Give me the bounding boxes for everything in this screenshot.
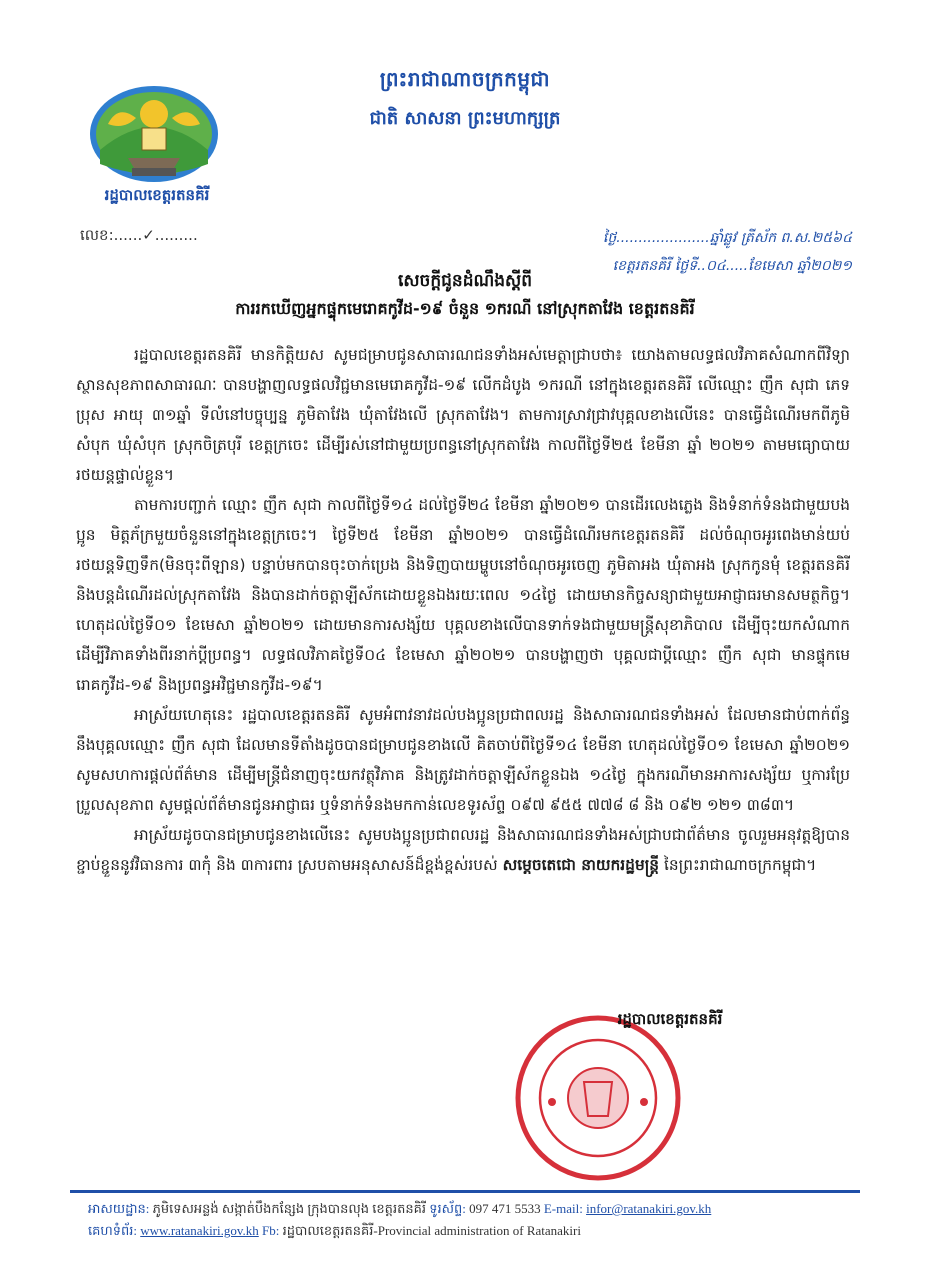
paragraph-4-text: អាស្រ័យដូចបានជម្រាបជូនខាងលើនេះ សូមបងប្អូនប្រជាពលរដ្ឋ និងសាធារណជនទាំងអស់ជ្រាបជាព័ត៌មាន ចូលរួមអនុវត្តឱ្យបានខ្ជាប់ខ្ជួននូវវិធានការ ៣កុំ និង ៣ការពារ ស្របតាមអនុសាសន៍ដ៏ខ្ពង់ខ្ពស់របស់ [76, 826, 850, 874]
email-link[interactable]: infor@ratanakiri.gov.kh [586, 1201, 712, 1216]
document-subtitle: ការរកឃើញអ្នកផ្ទុកមេរោគកូវីដ-១៩ ចំនួន ១ករណី នៅស្រុកតាវែង ខេត្តរតនគិរី [235, 299, 695, 318]
paragraph-4-end: នៃព្រះរាជាណាចក្រកម្ពុជា។ [659, 856, 817, 874]
website-link[interactable]: www.ratanakiri.gov.kh [140, 1223, 259, 1238]
phone-number: 097 471 5533 [469, 1201, 541, 1216]
paragraph-2: តាមការបញ្ជាក់ ឈ្មោះ ញឹក សុជា កាលពីថ្ងៃទី១៤ ដល់ថ្ងៃទី២៤ ខែមីនា ឆ្នាំ២០២១ បានដើរលេងភ្លេង និងទំនាក់ទំនងជាមួយបងប្អូន មិត្តភ័ក្រមួយចំនួននៅក្នុងខេត្តក្រចេះ។ ថ្ងៃទី២៥ ខែមីនា ឆ្នាំ២០២១ បានធ្វើដំណើរមកខេត្តរតនគិរី ដល់ចំណុចអូរពេងមាន់យប់រថយន្តទិញទឹក(មិនចុះពីឡាន) បន្ទាប់មកបានចុះចាក់ប្រេង និងទិញបាយម្ហូបនៅចំណុចអូរចេញ ភូមិតាអង ឃុំតាអង ស្រុកកូនមុំ ខេត្តរតនគិរី និងបន្តដំណើរដល់ស្រុកតាវែង និងបានដាក់ចត្តាឡីស័កដោយខ្លួនឯងរយៈពេល ១៤ថ្ងៃ ដោយមានកិច្ចសន្យាជាមួយអាជ្ញាធរមានសមត្ថកិច្ច។ ហេតុដល់ថ្ងៃទី០១ ខែមេសា ឆ្នាំ២០២១ ដោយមានការសង្ស័យ បុគ្គលខាងលើបានទាក់ទងជាមួយមន្ត្រីសុខាភិបាល ដើម្បីចុះយកសំណាកដើម្បីវិភាគទាំងពីរនាក់ប្តីប្រពន្ធ។ លទ្ធផលវិភាគថ្ងៃទី០៤ ខែមេសា ឆ្នាំ២០២១ បានបង្ហាញថា បុគ្គលជាប្តីឈ្មោះ ញឹក សុជា មានផ្ទុកមេរោគកូវីដ-១៩ និងប្រពន្ធអវិជ្ជមានកូវីដ-១៩។ [76, 496, 850, 694]
paragraph-4 [76, 820, 850, 880]
facebook-page-name: រដ្ឋបាលខេត្តរតនគិរី-Provincial administration of Ratanakiri [282, 1223, 581, 1238]
signature-authority: រដ្ឋបាលខេត្តរតនគិរី [617, 1010, 723, 1028]
email-label: E-mail: [540, 1201, 587, 1216]
official-seal-stamp [512, 1012, 684, 1184]
footer-line-2 [88, 1220, 868, 1242]
document-body [76, 340, 850, 880]
prime-minister-title: សម្តេចតេជោ នាយករដ្ឋមន្ត្រី [502, 856, 660, 874]
facebook-label: Fb: [258, 1223, 283, 1238]
address-label: អាសយដ្ឋាន: [88, 1201, 153, 1216]
address-text: ភូមិទេសអន្លង់ សង្កាត់បឹងកន្សែង ក្រុងបានលុង ខេត្តរតនគិរី [152, 1201, 430, 1216]
footer-divider [70, 1190, 860, 1193]
solar-date: ខេត្តរតនគិរី ថ្ងៃទី..០៤.....ខែមេសា ឆ្នាំ២០២១ [612, 258, 852, 274]
paragraph-1: រដ្ឋបាលខេត្តរតនគិរី មានកិត្តិយស សូមជម្រាបជូនសាធារណជនទាំងអស់មេត្តាជ្រាបថា៖ យោងតាមលទ្ធផលវិភាគសំណាកពីវិទ្យាស្ថានសុខភាពសាធារណៈ បានបង្ហាញលទ្ធផលវិជ្ជមានមេរោគកូវីដ-១៩ លើកដំបូង ១ករណី នៅក្នុងខេត្តរតនគិរី លើឈ្មោះ ញឹក សុជា ភេទប្រុស អាយុ ៣១ឆ្នាំ ទីលំនៅបច្ចុប្បន្ន ភូមិតាវែង ឃុំតាវែងលើ ស្រុកតាវែង។ តាមការស្រាវជ្រាវបុគ្គលខាងលើនេះ បានធ្វើដំណើរមកពីភូមិសំបុក ឃុំសំបុក ស្រុកចិត្របុរី ខេត្តក្រចេះ ដើម្បីរស់នៅជាមួយប្រពន្ធនៅស្រុកតាវែង កាលពីថ្ងៃទី២៥ ខែមីនា ឆ្នាំ ២០២១ តាមមធ្យោបាយរថយន្តផ្ទាល់ខ្លួន។ [76, 346, 850, 484]
national-motto: ជាតិ សាសនា ព្រះមហាក្សត្រ [369, 108, 561, 129]
document-title: សេចក្តីជូនដំណឹងស្តីពី [397, 271, 533, 291]
footer [88, 1198, 868, 1242]
paragraph-3: អាស្រ័យហេតុនេះ រដ្ឋបាលខេត្តរតនគិរី សូមអំពាវនាវដល់បងប្អូនប្រជាពលរដ្ឋ និងសាធារណជនទាំងអស់ ដែលមានជាប់ពាក់ព័ន្ធនឹងបុគ្គលឈ្មោះ ញឹក សុជា ដែលមានទីតាំងដូចបានជម្រាបជូនខាងលើ គិតចាប់ពីថ្ងៃទី១៤ ខែមីនា ហេតុដល់ថ្ងៃទី០១ ខែមេសា ឆ្នាំ២០២១ សូមសហការផ្តល់ព័ត៌មាន ដើម្បីមន្ត្រីជំនាញចុះយកវត្ថុវិភាគ និងត្រូវដាក់ចត្តាឡីស័កខ្លួនឯង ១៤ថ្ងៃ ក្នុងករណីមានអាការសង្ស័យ ឬការប្រែប្រួលសុខភាព សូមផ្តល់ព័ត៌មានជូនអាជ្ញាធរ ឬទំនាក់ទំនងមកកាន់លេខទូរស័ព្ទ ០៩៧ ៩៥៥ ៧៧៨ ៨ និង ០៩២ ១២១ ៣៨៣។ [76, 706, 850, 814]
phone-label: ទូរស័ព្ទ: [429, 1201, 470, 1216]
ratanakiri-logo [88, 84, 220, 184]
footer-line-1 [88, 1198, 868, 1220]
website-label: គេហទំព័រ: [88, 1223, 141, 1238]
reference-number: លេខ:......✓......... [80, 226, 198, 244]
issuing-authority: រដ្ឋបាលខេត្តរតនគិរី [104, 186, 210, 204]
lunar-date: ថ្ងៃ.....................ឆ្នាំឆ្លូវ ត្រីស័ក ព.ស.២៥៦៤ [602, 230, 852, 246]
kingdom-heading: ព្រះរាជាណាចក្រកម្ពុជា [379, 67, 551, 91]
